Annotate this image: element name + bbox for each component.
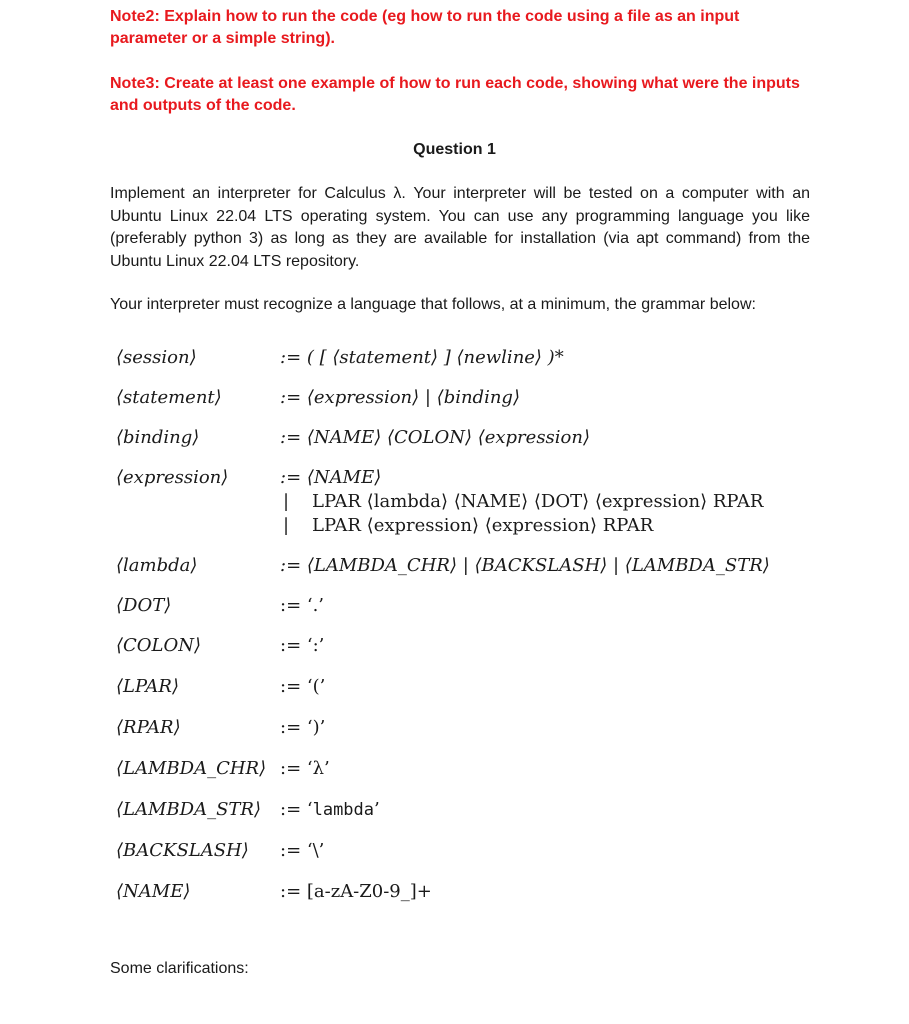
rule-rhs-suffix: ’ [374,799,380,820]
rule-rhs: := ⟨expression⟩ | ⟨binding⟩ [280,387,520,408]
rule-rhs: := ⟨NAME⟩ [280,467,382,488]
rule-rhs: := ‘)’ [280,717,326,738]
rule-rhs: := ⟨LAMBDA_CHR⟩ | ⟨BACKSLASH⟩ | ⟨LAMBDA_STR⟩ [280,555,770,576]
rule-alt-2: LPAR ⟨expression⟩ ⟨expression⟩ RPAR [312,515,654,536]
note3-text: Note3: Create at least one example of how to run each code, showing what were the inputs and outputs of the code. [110,75,800,114]
rule-alt-bar: | [283,491,290,512]
rule-lhs: ⟨NAME⟩ [116,881,191,902]
rule-lhs: ⟨LPAR⟩ [116,676,180,697]
intro-paragraph: Implement an interpreter for Calculus λ. Your interpreter will be tested on a computer with an Ubuntu Linux 22.04 LTS operating system. You can use any programming language you like (preferably python 3) as long as they are available for installation (via apt command) from the Ubuntu Linux 22.04 LTS repository. [110,185,810,270]
rule-lhs: ⟨BACKSLASH⟩ [116,840,249,861]
grammar-intro: Your interpreter must recognize a language that follows, at a minimum, the grammar below: [110,296,756,313]
rule-lhs: ⟨lambda⟩ [116,555,198,576]
rule-lhs: ⟨binding⟩ [116,427,200,448]
rule-lhs: ⟨LAMBDA_STR⟩ [116,799,261,820]
rule-rhs: := ⟨NAME⟩ ⟨COLON⟩ ⟨expression⟩ [280,427,590,448]
rule-rhs-code: lambda [312,800,375,820]
rule-rhs: := ‘(’ [280,676,326,697]
rule-alt-1: LPAR ⟨lambda⟩ ⟨NAME⟩ ⟨DOT⟩ ⟨expression⟩ RPAR [312,491,764,512]
rule-rhs: := ‘λ’ [280,758,330,779]
rule-rhs: := ( [ ⟨statement⟩ ] ⟨newline⟩ )* [280,347,564,368]
rule-rhs: := [a-zA-Z0-9_]+ [280,881,432,902]
note2-text: Note2: Explain how to run the code (eg how to run the code using a file as an input parameter or a simple string). [110,8,740,47]
rule-lhs: ⟨RPAR⟩ [116,717,181,738]
grammar-rule-expression [116,466,836,538]
rule-lhs: ⟨expression⟩ [116,467,229,488]
rule-lhs: ⟨DOT⟩ [116,595,172,616]
rule-lhs: ⟨LAMBDA_CHR⟩ [116,758,267,779]
clarifications-heading: Some clarifications: [110,960,249,977]
rule-lhs: ⟨COLON⟩ [116,635,202,656]
rule-rhs: := ‘:’ [280,635,325,656]
question-title: Question 1 [413,141,496,158]
rule-rhs: := ‘\’ [280,840,325,861]
rule-rhs: := ‘.’ [280,595,325,616]
rule-alt-bar: | [283,515,290,536]
rule-rhs [280,798,380,822]
rule-lhs: ⟨session⟩ [116,347,197,368]
rule-lhs: ⟨statement⟩ [116,387,222,408]
rule-rhs-prefix: := ‘ [280,799,313,820]
